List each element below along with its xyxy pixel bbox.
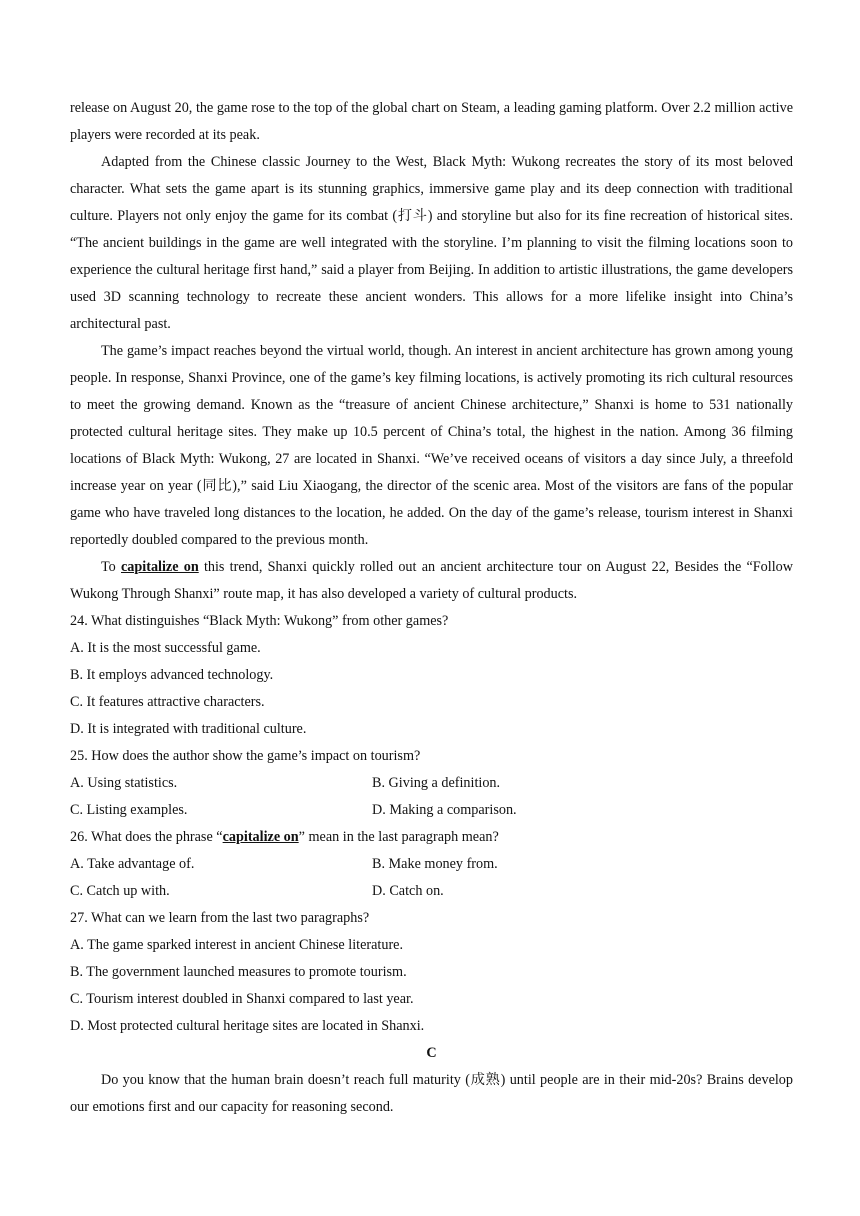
stem-lead: 26. What does the phrase “ xyxy=(70,829,223,845)
question-26 xyxy=(70,824,793,905)
option-a: A. Using statistics. xyxy=(70,775,178,791)
option-b: B. It employs advanced technology. xyxy=(70,667,274,683)
question-24 xyxy=(70,608,793,743)
option-row xyxy=(70,878,793,905)
option-c: C. Tourism interest doubled in Shanxi compared to last year. xyxy=(70,991,414,1007)
document-page xyxy=(70,95,793,1121)
option-row xyxy=(70,797,793,824)
section-c-paragraph-1: Do you know that the human brain doesn’t reach full maturity (成熟) until people are in their mid-20s? Brains develop our emotions first and our capacity for reasoning second. xyxy=(70,1072,793,1115)
passage-paragraph-4 xyxy=(70,554,793,608)
option-b: B. Make money from. xyxy=(372,856,498,872)
paragraph-4-lead: To xyxy=(101,559,121,575)
stem-rest: ” mean in the last paragraph mean? xyxy=(298,829,499,845)
passage-paragraph-1: release on August 20, the game rose to the top of the global chart on Steam, a leading gaming platform. Over 2.2 million active players were recorded at its peak. xyxy=(70,100,793,143)
question-stem: 25. How does the author show the game’s impact on tourism? xyxy=(70,748,421,764)
paragraph-4-rest: this trend, Shanxi quickly rolled out an ancient architecture tour on August 22, Besides the “Follow Wukong Through Shanxi” route map, it has also developed a variety of cultural products. xyxy=(70,559,793,602)
option-d: D. It is integrated with traditional culture. xyxy=(70,721,307,737)
section-heading: C xyxy=(426,1045,437,1061)
option-d: D. Making a comparison. xyxy=(372,802,517,818)
passage-paragraph-2: Adapted from the Chinese classic Journey to the West, Black Myth: Wukong recreates the story of its most beloved character. What sets the game apart is its stunning graphics, immersive game play and its deep connection with traditional culture. Players not only enjoy the game for its combat (打斗) and storyline but also for its fine recreation of historical sites. “The ancient buildings in the game are well integrated with the storyline. I’m planning to visit the filming locations soon to experience the cultural heritage first hand,” said a player from Beijing. In addition to artistic illustrations, the game developers used 3D scanning technology to recreate these ancient wonders. This allows for a more lifelike insight into China’s architectural past. xyxy=(70,154,793,332)
option-a: A. The game sparked interest in ancient Chinese literature. xyxy=(70,937,404,953)
option-b: B. Giving a definition. xyxy=(372,775,501,791)
option-c: C. Catch up with. xyxy=(70,883,170,899)
option-c: C. Listing examples. xyxy=(70,802,188,818)
question-stem xyxy=(70,824,793,851)
option-a: A. Take advantage of. xyxy=(70,856,195,872)
option-b: B. The government launched measures to promote tourism. xyxy=(70,964,407,980)
question-stem: 27. What can we learn from the last two paragraphs? xyxy=(70,910,370,926)
question-25 xyxy=(70,743,793,824)
option-a: A. It is the most successful game. xyxy=(70,640,261,656)
question-stem: 24. What distinguishes “Black Myth: Wukong” from other games? xyxy=(70,613,449,629)
option-d: D. Catch on. xyxy=(372,883,444,899)
option-d: D. Most protected cultural heritage sites are located in Shanxi. xyxy=(70,1018,425,1034)
option-c: C. It features attractive characters. xyxy=(70,694,265,710)
passage-paragraph-3: The game’s impact reaches beyond the virtual world, though. An interest in ancient architecture has grown among young people. In response, Shanxi Province, one of the game’s key filming locations, is actively promoting its rich cultural resources to meet the growing demand. Known as the “treasure of ancient Chinese architecture,” Shanxi is home to 531 nationally protected cultural heritage sites. They make up 10.5 percent of China’s total, the highest in the nation. Among 36 filming locations of Black Myth: Wukong, 27 are located in Shanxi. “We’ve received oceans of visitors a day since July, a threefold increase year on year (同比),” said Liu Xiaogang, the director of the scenic area. Most of the visitors are fans of the popular game who have traveled long distances to the location, he added. On the day of the game’s release, tourism interest in Shanxi reportedly doubled compared to the previous month. xyxy=(70,343,793,548)
question-27 xyxy=(70,905,793,1040)
option-row xyxy=(70,851,793,878)
key-phrase: capitalize on xyxy=(121,559,199,575)
option-row xyxy=(70,770,793,797)
key-phrase: capitalize on xyxy=(222,829,299,845)
